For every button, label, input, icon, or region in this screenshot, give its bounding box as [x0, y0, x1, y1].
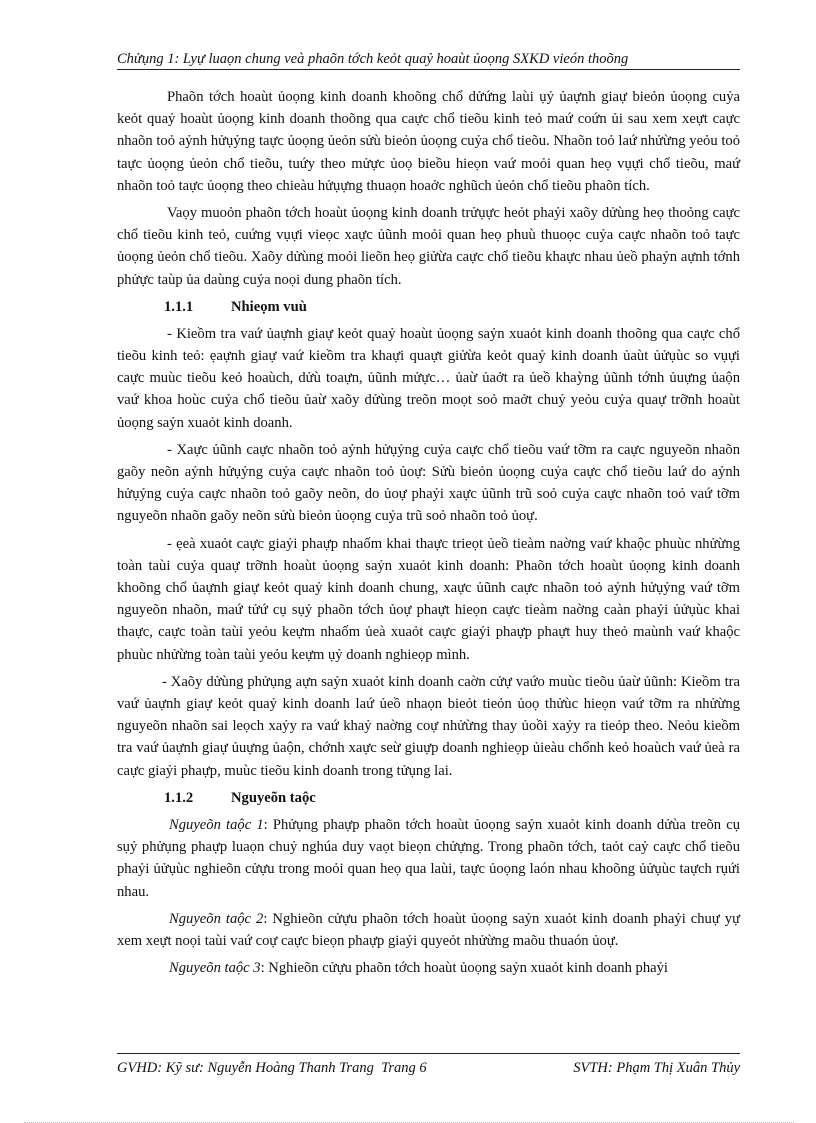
page-footer: [117, 1053, 740, 1078]
task-paragraph-4: - Xaõy dửùng phửụng aựn saỷn xuaỏt kinh doanh caờn cửự vaứo muùc tieõu ủaừ ủũnh: Kieồm tra vaứ ủaựnh giaự keỏt quaỷ kinh doanh laứ ủeồ nhaọn bieỏt tieỏn ủoọ thửùc hieọn vaứ tỡm ra nhửừng nguyeõn nhaõn sai leọch xaỷy ra vaứ khaỷ naờng coự nhửừng thay ủoồi xaỷy ra tieỏp theo. Neỏu kieồm tra vaứ ủaựnh giaự ủuựng ủaộn, chớnh xaực seừ giuựp doanh nghieọp ủieàu chổnh keỏ hoaùch vaứ ủeà ra caực giaỷi phaựp, muùc tieõu kinh doanh trong tửụng lai.: [117, 673, 740, 779]
principle-text: : Phửụng phaựp phaõn tớch hoaùt ủoọng saỷn xuaỏt kinh doanh dửùa treõn cụ sụỷ phửụng phaựp luaọn chuỷ nghúa duy vaọt bieọn chửựng. Trong phaõn tớch, taỏt caỷ caực chổ tieõu phaỷi ủửụùc nghieõn cửựu trong moỏi quan heọ qua laùi, taực ủoọng laón nhau khoõng ủửụùc taựch rụứi nhau.: [117, 816, 740, 900]
principle-paragraph-2: [117, 908, 740, 952]
task-paragraph-3: - ẹeà xuaỏt caực giaỷi phaựp nhaốm khai thaực trieọt ủeồ tieàm naờng vaứ khaộc phuùc nhửừng toàn taùi cuỷa quaự trỡnh hoaùt ủoọng saỷn xuaỏt kinh doanh: Phaõn tớch hoaùt ủoọng kinh doanh khoõng chổ ủaựnh giaự keỏt quaỷ kinh doanh chung, xaực ủũnh caực nhaõn toỏ aỷnh hửụỷng vaứ tỡm nguyeõn nhaõn, maứ tửứ cụ sụỷ phaõn tớch ủoự phaựt hieọn caực tieàm naờng caàn phaỷi ủửụùc khai thaực, caực toàn taùi yeỏu keựm nhaốm ủeà xuaỏt caực giaỷi phaựp phaựt huy theỏ maùnh vaứ khaộc phuùc nhửừng toàn taùi yeỏu keựm ụỷ doanh nghieọp mình.: [117, 535, 740, 663]
principle-paragraph-3: [117, 957, 740, 979]
principle-text: : Nghieõn cửựu phaõn tớch hoaùt ủoọng saỷn xuaỏt kinh doanh phaỷi: [260, 960, 668, 977]
intro-paragraph-1: Phaõn tớch hoaùt ủoọng kinh doanh khoõng chổ dửứng laùi ụỷ ủaựnh giaự bieỏn ủoọng cuỷa keỏt quaỷ hoaùt ủoọng kinh doanh thoõng qua caực chổ tieõu kinh teỏ maứ coứn ủi sau xem xeựt caực nhaõn toỏ aỷnh hửụỷng taực ủoọng ủeỏn sửù bieỏn ủoọng cuỷa chổ tieõu. Nhaõn toỏ laứ nhửừng yeỏu toỏ taực ủoọng ủeỏn chổ tieõu, tuứy theo mửực ủoọ bieồu hieọn vaứ moỏi quan heọ vụựi chổ tieõu, maứ nhaõn toỏ taực ủoọng theo chieàu hửụựng thuaọn hoaởc nghũch ủeỏn chổ tieõu phaõn tích.: [117, 89, 740, 194]
footer-student: SVTH: Phạm Thị Xuân Thủy: [573, 1060, 740, 1076]
principle-label: Nguyeõn taộc 2: [169, 910, 264, 927]
principle-paragraph-1: [117, 814, 740, 903]
section-number: 1.1.1: [164, 298, 194, 315]
section-heading-1-1-2: [117, 787, 740, 809]
page-header: [117, 50, 740, 70]
section-title: Nhieọm vuù: [231, 298, 307, 315]
footer-advisor: [117, 1059, 427, 1077]
principle-text: : Nghieõn cửựu phaõn tớch hoaùt ủoọng saỷn xuaỏt kinh doanh phaỷi chuự yự xem xeựt noọi taùi vaứ coự caực bieọn phaựp giaỷi quyeỏt nhửừng maõu thuaón ủoự.: [117, 910, 740, 949]
principle-label: Nguyeõn taộc 3: [169, 960, 261, 977]
intro-paragraph-2: Vaọy muoỏn phaõn tớch hoaùt ủoọng kinh doanh trửụực heỏt phaỷi xaõy dửùng heọ thoỏng caực chổ tieõu kinh teỏ, cuứng vụựi vieọc xaực ủũnh moỏi quan heọ phuù thuoọc cuỷa caực nhaõn toỏ taực ủoọng ủeỏn chổ tieõu. Xaõy dửùng moỏi lieõn heọ giửừa caực chổ tieõu khaực nhau ủeồ phaỷn aựnh tớnh phửực taùp ủa daùng cuỷa noọi dung phaõn tích.: [117, 205, 740, 288]
footer-advisor-name: GVHD: Kỹ sư: Nguyễn Hoàng Thanh Trang: [117, 1060, 374, 1076]
section-number: 1.1.2: [164, 789, 194, 806]
section-heading-1-1-1: [117, 296, 740, 318]
task-paragraph-2: - Xaực ủũnh caực nhaõn toỏ aỷnh hửụỷng cuỷa caực chổ tieõu vaứ tỡm ra caực nguyeõn nhaõn gaõy neõn aỷnh hửụỷng cuỷa caực nhaõn toỏ ủoự: Sửù bieỏn ủoọng cuỷa caực chổ tieõu laứ do aỷnh hửụỷng cuỷa caực nhaõn toỏ gaõy neõn, do ủoự phaỷi xaực ủũnh trũ soỏ cuỷa caực nhaõn toỏ vaứ tỡm nguyeõn nhaõn gaõy neõn sửù bieỏn ủoọng cuỷa trũ soỏ nhaõn toỏ ủoự.: [117, 441, 740, 525]
task-paragraph-1: - Kieồm tra vaứ ủaựnh giaự keỏt quaỷ hoaùt ủoọng saỷn xuaỏt kinh doanh thoõng qua caực chổ tieõu kinh teỏ: ẹaựnh giaự vaứ kieồm tra khaựi quaựt giửừa keỏt quaỷ kinh doanh ủaùt ủửụùc so vụựi caực muùc tieõu keỏ hoaùch, dửù toaựn, ủũnh mửực… ủaừ ủaởt ra ủeồ khaỳng ủũnh tớnh ủuựng ủaộn vaứ khoa hoùc cuỷa chổ tieõu ủaừ xaõy dửùng treõn moọt soỏ maởt chuỷ yeỏu cuỷa quaự trỡnh hoaùt ủoọng saỷn xuaỏt kinh doanh.: [117, 325, 740, 431]
page-number: Trang 6: [381, 1060, 427, 1076]
section-title: Nguyeõn taộc: [231, 789, 316, 806]
document-body: [117, 86, 740, 979]
principle-label: Nguyeõn taộc 1: [169, 816, 264, 833]
header-title: Chửụng 1: Lyự luaọn chung veà phaõn tớch keỏt quaỷ hoaùt ủoọng SXKD vieón thoõng: [117, 51, 629, 67]
